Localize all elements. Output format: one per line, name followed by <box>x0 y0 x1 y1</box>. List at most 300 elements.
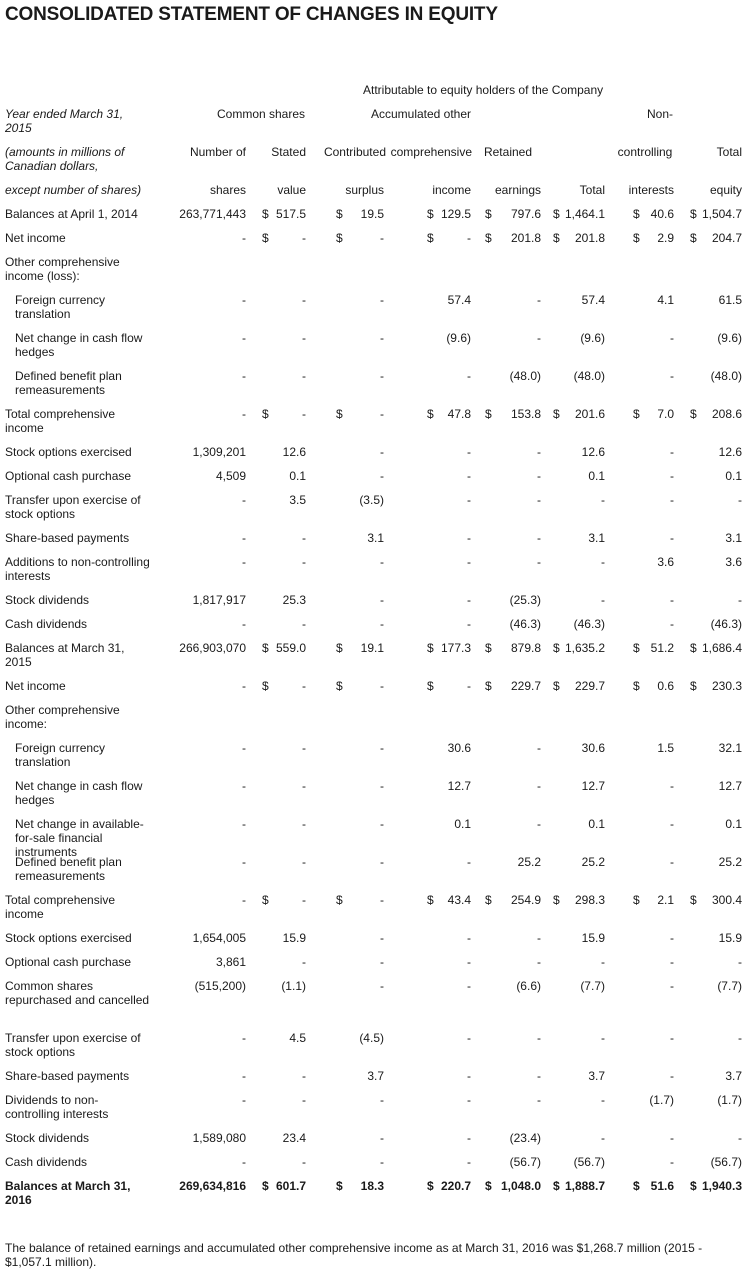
currency-sign: $ <box>262 207 269 221</box>
value-cell: - <box>537 1069 541 1083</box>
currency-sign: $ <box>427 231 434 245</box>
amount: 601.7 <box>275 1179 306 1193</box>
value-cell <box>391 1179 471 1193</box>
value-cell: - <box>537 931 541 945</box>
row-label: Balances at March 31, 2015 <box>5 641 125 669</box>
currency-sign: $ <box>553 641 560 655</box>
value-cell: (1.1) <box>281 979 306 993</box>
value-cell: (25.3) <box>509 593 541 607</box>
value-cell: (56.7) <box>573 1155 605 1169</box>
value-cell: - <box>537 555 541 569</box>
value-cell <box>244 1179 306 1193</box>
value-cell: 12.7 <box>718 779 742 793</box>
value-cell: (56.7) <box>710 1155 742 1169</box>
amount: 19.5 <box>360 207 384 221</box>
currency-sign: $ <box>262 679 269 693</box>
currency-sign: $ <box>427 641 434 655</box>
value-cell <box>244 893 306 907</box>
value-cell <box>314 407 384 421</box>
amount: 51.2 <box>650 641 674 655</box>
value-cell <box>676 407 742 421</box>
value-cell: - <box>537 493 541 507</box>
value-cell: - <box>380 293 384 307</box>
amount: - <box>302 679 306 693</box>
row-label: Net income <box>5 231 66 245</box>
value-cell: - <box>467 855 471 869</box>
value-cell: - <box>670 855 674 869</box>
value-cell: - <box>302 855 306 869</box>
amount: - <box>302 231 306 245</box>
amount: - <box>467 679 471 693</box>
value-cell: - <box>380 1131 384 1145</box>
value-cell: 3.1 <box>367 531 384 545</box>
value-cell: - <box>242 369 246 383</box>
header-surplus: surplus <box>345 183 384 197</box>
row-label: Defined benefit plan remeasurements <box>15 369 122 397</box>
header-earnings: earnings <box>494 183 541 197</box>
value-cell: - <box>242 893 246 907</box>
value-cell <box>475 1179 541 1193</box>
amount: 517.5 <box>275 207 306 221</box>
value-cell: 0.1 <box>289 469 306 483</box>
value-cell: - <box>380 593 384 607</box>
value-cell: - <box>302 1069 306 1083</box>
value-cell: - <box>242 779 246 793</box>
value-cell: (6.6) <box>516 979 541 993</box>
row-label: Net change in available-for-sale financial instruments <box>15 817 144 859</box>
value-cell <box>541 641 605 655</box>
row-label: Transfer upon exercise of stock options <box>5 1031 141 1059</box>
value-cell: - <box>467 445 471 459</box>
amount: 51.6 <box>650 1179 674 1193</box>
row-label: Stock options exercised <box>5 931 132 945</box>
row-label: Balances at March 31, 2016 <box>5 1179 131 1207</box>
header-stub-except: except number of shares) <box>5 183 142 197</box>
amount: 300.4 <box>711 893 742 907</box>
value-cell: - <box>670 469 674 483</box>
value-cell: 0.1 <box>588 817 605 831</box>
currency-sign: $ <box>633 231 640 245</box>
amount: 201.8 <box>510 231 541 245</box>
value-cell <box>676 679 742 693</box>
value-cell: - <box>670 369 674 383</box>
amount: 298.3 <box>574 893 605 907</box>
value-cell: - <box>670 1155 674 1169</box>
currency-sign: $ <box>262 407 269 421</box>
currency-sign: $ <box>485 893 492 907</box>
value-cell <box>541 407 605 421</box>
value-cell <box>244 207 306 221</box>
amount: - <box>302 407 306 421</box>
value-cell <box>676 231 742 245</box>
amount: 129.5 <box>440 207 471 221</box>
row-label: Other comprehensive income (loss): <box>5 255 120 283</box>
amount: 2.1 <box>657 893 674 907</box>
value-cell: - <box>601 1093 605 1107</box>
currency-sign: $ <box>690 893 697 907</box>
value-cell: 0.1 <box>588 469 605 483</box>
value-cell: 3.5 <box>289 493 306 507</box>
value-cell <box>676 893 742 907</box>
row-label: Share-based payments <box>5 531 130 545</box>
value-cell: - <box>242 1031 246 1045</box>
value-cell <box>541 1179 605 1193</box>
value-cell: - <box>467 617 471 631</box>
value-cell: - <box>537 817 541 831</box>
value-cell: - <box>467 469 471 483</box>
header-group-label: Attributable to equity holders of the Company <box>363 83 604 97</box>
value-cell: - <box>467 1155 471 1169</box>
amount: 797.6 <box>510 207 541 221</box>
value-cell: - <box>738 1131 742 1145</box>
amount: 19.1 <box>360 641 384 655</box>
value-cell: - <box>670 1131 674 1145</box>
row-label: Common shares repurchased and cancelled <box>5 979 150 1007</box>
row-label: Net change in cash flow hedges <box>15 331 143 359</box>
value-cell: - <box>670 1069 674 1083</box>
value-cell: 57.4 <box>581 293 605 307</box>
amount: 18.3 <box>360 1179 384 1193</box>
value-cell: - <box>242 331 246 345</box>
value-cell: - <box>670 817 674 831</box>
header-value: value <box>277 183 306 197</box>
currency-sign: $ <box>262 231 269 245</box>
value-cell: 3.1 <box>725 531 742 545</box>
value-cell <box>391 231 471 245</box>
value-cell: 266,903,070 <box>179 641 246 655</box>
header-number-of: Number of <box>189 145 246 159</box>
value-cell: - <box>242 817 246 831</box>
amount: - <box>380 231 384 245</box>
value-cell <box>541 893 605 907</box>
value-cell: - <box>467 1093 471 1107</box>
value-cell: - <box>380 779 384 793</box>
currency-sign: $ <box>553 1179 560 1193</box>
currency-sign: $ <box>336 893 343 907</box>
header-contributed: Contributed <box>323 145 386 159</box>
value-cell: - <box>380 331 384 345</box>
currency-sign: $ <box>690 407 697 421</box>
value-cell: (9.6) <box>446 331 471 345</box>
value-cell: - <box>467 979 471 993</box>
currency-sign: $ <box>336 679 343 693</box>
value-cell: (9.6) <box>580 331 605 345</box>
value-cell: - <box>467 531 471 545</box>
currency-sign: $ <box>690 679 697 693</box>
value-cell <box>391 641 471 655</box>
value-cell: 1,309,201 <box>192 445 246 459</box>
currency-sign: $ <box>485 207 492 221</box>
value-cell: - <box>380 855 384 869</box>
value-cell <box>314 641 384 655</box>
amount: 177.3 <box>440 641 471 655</box>
value-cell <box>475 641 541 655</box>
value-cell: - <box>537 779 541 793</box>
currency-sign: $ <box>336 231 343 245</box>
row-label: Foreign currency translation <box>15 293 106 321</box>
header-shares: shares <box>209 183 246 197</box>
currency-sign: $ <box>553 231 560 245</box>
amount: - <box>380 407 384 421</box>
value-cell <box>676 641 742 655</box>
value-cell: 263,771,443 <box>179 207 246 221</box>
currency-sign: $ <box>427 679 434 693</box>
value-cell <box>612 641 674 655</box>
currency-sign: $ <box>633 207 640 221</box>
value-cell: 25.2 <box>718 855 742 869</box>
value-cell: 12.7 <box>447 779 471 793</box>
value-cell: - <box>601 555 605 569</box>
value-cell <box>244 641 306 655</box>
header-total: Total <box>579 183 605 197</box>
value-cell <box>475 679 541 693</box>
value-cell: - <box>467 555 471 569</box>
value-cell: - <box>242 293 246 307</box>
value-cell: (56.7) <box>509 1155 541 1169</box>
value-cell: - <box>302 817 306 831</box>
value-cell: 4.5 <box>289 1031 306 1045</box>
row-label: Total comprehensive income <box>5 893 116 921</box>
value-cell <box>314 893 384 907</box>
header-retained: Retained <box>483 145 533 159</box>
value-cell: - <box>670 531 674 545</box>
value-cell: - <box>242 1155 246 1169</box>
amount: 1,048.0 <box>500 1179 541 1193</box>
value-cell <box>475 407 541 421</box>
row-label: Share-based payments <box>5 1069 130 1083</box>
footnote: The balance of retained earnings and accumulated other comprehensive income as at March 31, 2016 was $1,268.7 million (2015 - $1,057.1 million). <box>5 1241 703 1269</box>
value-cell: - <box>467 931 471 945</box>
value-cell: (7.7) <box>717 979 742 993</box>
value-cell: - <box>242 741 246 755</box>
value-cell: 30.6 <box>447 741 471 755</box>
value-cell: - <box>537 955 541 969</box>
value-cell: - <box>537 741 541 755</box>
value-cell: - <box>380 817 384 831</box>
header-comprehensive: comprehensive <box>390 145 472 159</box>
amount: 43.4 <box>447 893 471 907</box>
currency-sign: $ <box>633 679 640 693</box>
value-cell: - <box>380 1155 384 1169</box>
amount: 254.9 <box>510 893 541 907</box>
value-cell <box>541 679 605 693</box>
amount: 229.7 <box>574 679 605 693</box>
value-cell: - <box>242 1093 246 1107</box>
amount: - <box>302 893 306 907</box>
header-income: income <box>432 183 471 197</box>
currency-sign: $ <box>336 207 343 221</box>
value-cell: (4.5) <box>359 1031 384 1045</box>
value-cell: - <box>302 555 306 569</box>
amount: 559.0 <box>275 641 306 655</box>
value-cell: - <box>670 617 674 631</box>
value-cell: - <box>380 369 384 383</box>
value-cell: - <box>380 445 384 459</box>
currency-sign: $ <box>690 231 697 245</box>
amount: 204.7 <box>711 231 742 245</box>
value-cell: (23.4) <box>509 1131 541 1145</box>
value-cell: 3.7 <box>367 1069 384 1083</box>
value-cell: - <box>467 593 471 607</box>
value-cell <box>475 893 541 907</box>
header-non: Non- <box>646 107 673 121</box>
value-cell: - <box>380 469 384 483</box>
amount: 230.3 <box>711 679 742 693</box>
value-cell: (1.7) <box>649 1093 674 1107</box>
value-cell <box>391 679 471 693</box>
header-common-shares: Common shares <box>216 107 306 121</box>
value-cell: - <box>670 979 674 993</box>
row-label: Other comprehensive income: <box>5 703 120 731</box>
value-cell: 3.7 <box>725 1069 742 1083</box>
value-cell: - <box>670 779 674 793</box>
currency-sign: $ <box>690 641 697 655</box>
value-cell: (48.0) <box>710 369 742 383</box>
value-cell: - <box>467 493 471 507</box>
row-label: Net change in cash flow hedges <box>15 779 143 807</box>
value-cell: 3.1 <box>588 531 605 545</box>
value-cell: 23.4 <box>282 1131 306 1145</box>
value-cell: (3.5) <box>359 493 384 507</box>
value-cell: - <box>242 555 246 569</box>
row-label: Dividends to non-controlling interests <box>5 1093 109 1121</box>
row-label: Defined benefit plan remeasurements <box>15 855 122 883</box>
amount: 2.9 <box>657 231 674 245</box>
value-cell: 12.7 <box>581 779 605 793</box>
value-cell: 0.1 <box>725 817 742 831</box>
row-label: Stock dividends <box>5 593 90 607</box>
header-stub-units: (amounts in millions of Canadian dollars, <box>5 145 125 173</box>
value-cell: - <box>467 955 471 969</box>
header-controlling: controlling <box>617 145 673 159</box>
currency-sign: $ <box>553 407 560 421</box>
value-cell: - <box>242 231 246 245</box>
value-cell: 0.1 <box>454 817 471 831</box>
amount: 1,940.3 <box>701 1179 742 1193</box>
value-cell: 3.7 <box>588 1069 605 1083</box>
currency-sign: $ <box>485 407 492 421</box>
value-cell: - <box>670 331 674 345</box>
value-cell <box>612 207 674 221</box>
value-cell: - <box>467 1131 471 1145</box>
amount: 201.6 <box>574 407 605 421</box>
row-label: Total comprehensive income <box>5 407 116 435</box>
row-label: Optional cash purchase <box>5 955 132 969</box>
amount: 1,504.7 <box>701 207 742 221</box>
value-cell <box>314 679 384 693</box>
currency-sign: $ <box>485 679 492 693</box>
currency-sign: $ <box>262 893 269 907</box>
value-cell <box>541 231 605 245</box>
amount: 7.0 <box>657 407 674 421</box>
value-cell: - <box>302 779 306 793</box>
value-cell: - <box>302 617 306 631</box>
value-cell: - <box>380 741 384 755</box>
value-cell: (48.0) <box>509 369 541 383</box>
header-accumulated-other: Accumulated other <box>370 107 472 121</box>
header-total: Total <box>716 145 742 159</box>
value-cell <box>612 407 674 421</box>
amount: 40.6 <box>650 207 674 221</box>
value-cell: (9.6) <box>717 331 742 345</box>
value-cell: - <box>467 1031 471 1045</box>
value-cell: - <box>670 1031 674 1045</box>
value-cell: - <box>242 493 246 507</box>
amount: 208.6 <box>711 407 742 421</box>
row-label: Foreign currency translation <box>15 741 106 769</box>
value-cell: - <box>537 531 541 545</box>
value-cell: 269,634,816 <box>179 1179 246 1193</box>
amount: 0.6 <box>657 679 674 693</box>
value-cell <box>314 207 384 221</box>
value-cell: 61.5 <box>718 293 742 307</box>
value-cell: - <box>242 617 246 631</box>
value-cell: - <box>242 1069 246 1083</box>
currency-sign: $ <box>553 207 560 221</box>
currency-sign: $ <box>485 641 492 655</box>
value-cell: - <box>537 469 541 483</box>
currency-sign: $ <box>262 1179 269 1193</box>
currency-sign: $ <box>633 641 640 655</box>
value-cell: 30.6 <box>581 741 605 755</box>
value-cell: - <box>738 493 742 507</box>
value-cell: (46.3) <box>573 617 605 631</box>
value-cell: - <box>670 955 674 969</box>
value-cell <box>244 407 306 421</box>
value-cell: - <box>537 445 541 459</box>
value-cell: (46.3) <box>710 617 742 631</box>
amount: - <box>467 231 471 245</box>
amount: - <box>380 679 384 693</box>
value-cell: (515,200) <box>194 979 246 993</box>
currency-sign: $ <box>336 1179 343 1193</box>
currency-sign: $ <box>553 679 560 693</box>
value-cell: - <box>738 1031 742 1045</box>
amount: 153.8 <box>510 407 541 421</box>
value-cell: (1.7) <box>717 1093 742 1107</box>
currency-sign: $ <box>336 641 343 655</box>
value-cell <box>612 679 674 693</box>
currency-sign: $ <box>485 1179 492 1193</box>
row-label: Cash dividends <box>5 1155 88 1169</box>
value-cell: - <box>242 407 246 421</box>
value-cell: 15.9 <box>718 931 742 945</box>
value-cell: - <box>380 979 384 993</box>
value-cell: - <box>302 369 306 383</box>
currency-sign: $ <box>690 207 697 221</box>
value-cell: - <box>302 741 306 755</box>
value-cell <box>612 893 674 907</box>
value-cell: 4.1 <box>657 293 674 307</box>
value-cell: - <box>670 493 674 507</box>
value-cell: - <box>601 955 605 969</box>
value-cell: - <box>302 1155 306 1169</box>
value-cell: - <box>302 293 306 307</box>
amount: - <box>380 893 384 907</box>
amount: 1,635.2 <box>564 641 605 655</box>
value-cell <box>676 207 742 221</box>
header-equity: equity <box>709 183 742 197</box>
value-cell: (46.3) <box>509 617 541 631</box>
value-cell: 25.3 <box>282 593 306 607</box>
value-cell: - <box>601 1131 605 1145</box>
value-cell <box>244 231 306 245</box>
amount: 229.7 <box>510 679 541 693</box>
value-cell <box>314 1179 384 1193</box>
value-cell <box>244 679 306 693</box>
header-stub-year: Year ended March 31, 2015 <box>5 107 124 135</box>
value-cell: 25.2 <box>517 855 541 869</box>
